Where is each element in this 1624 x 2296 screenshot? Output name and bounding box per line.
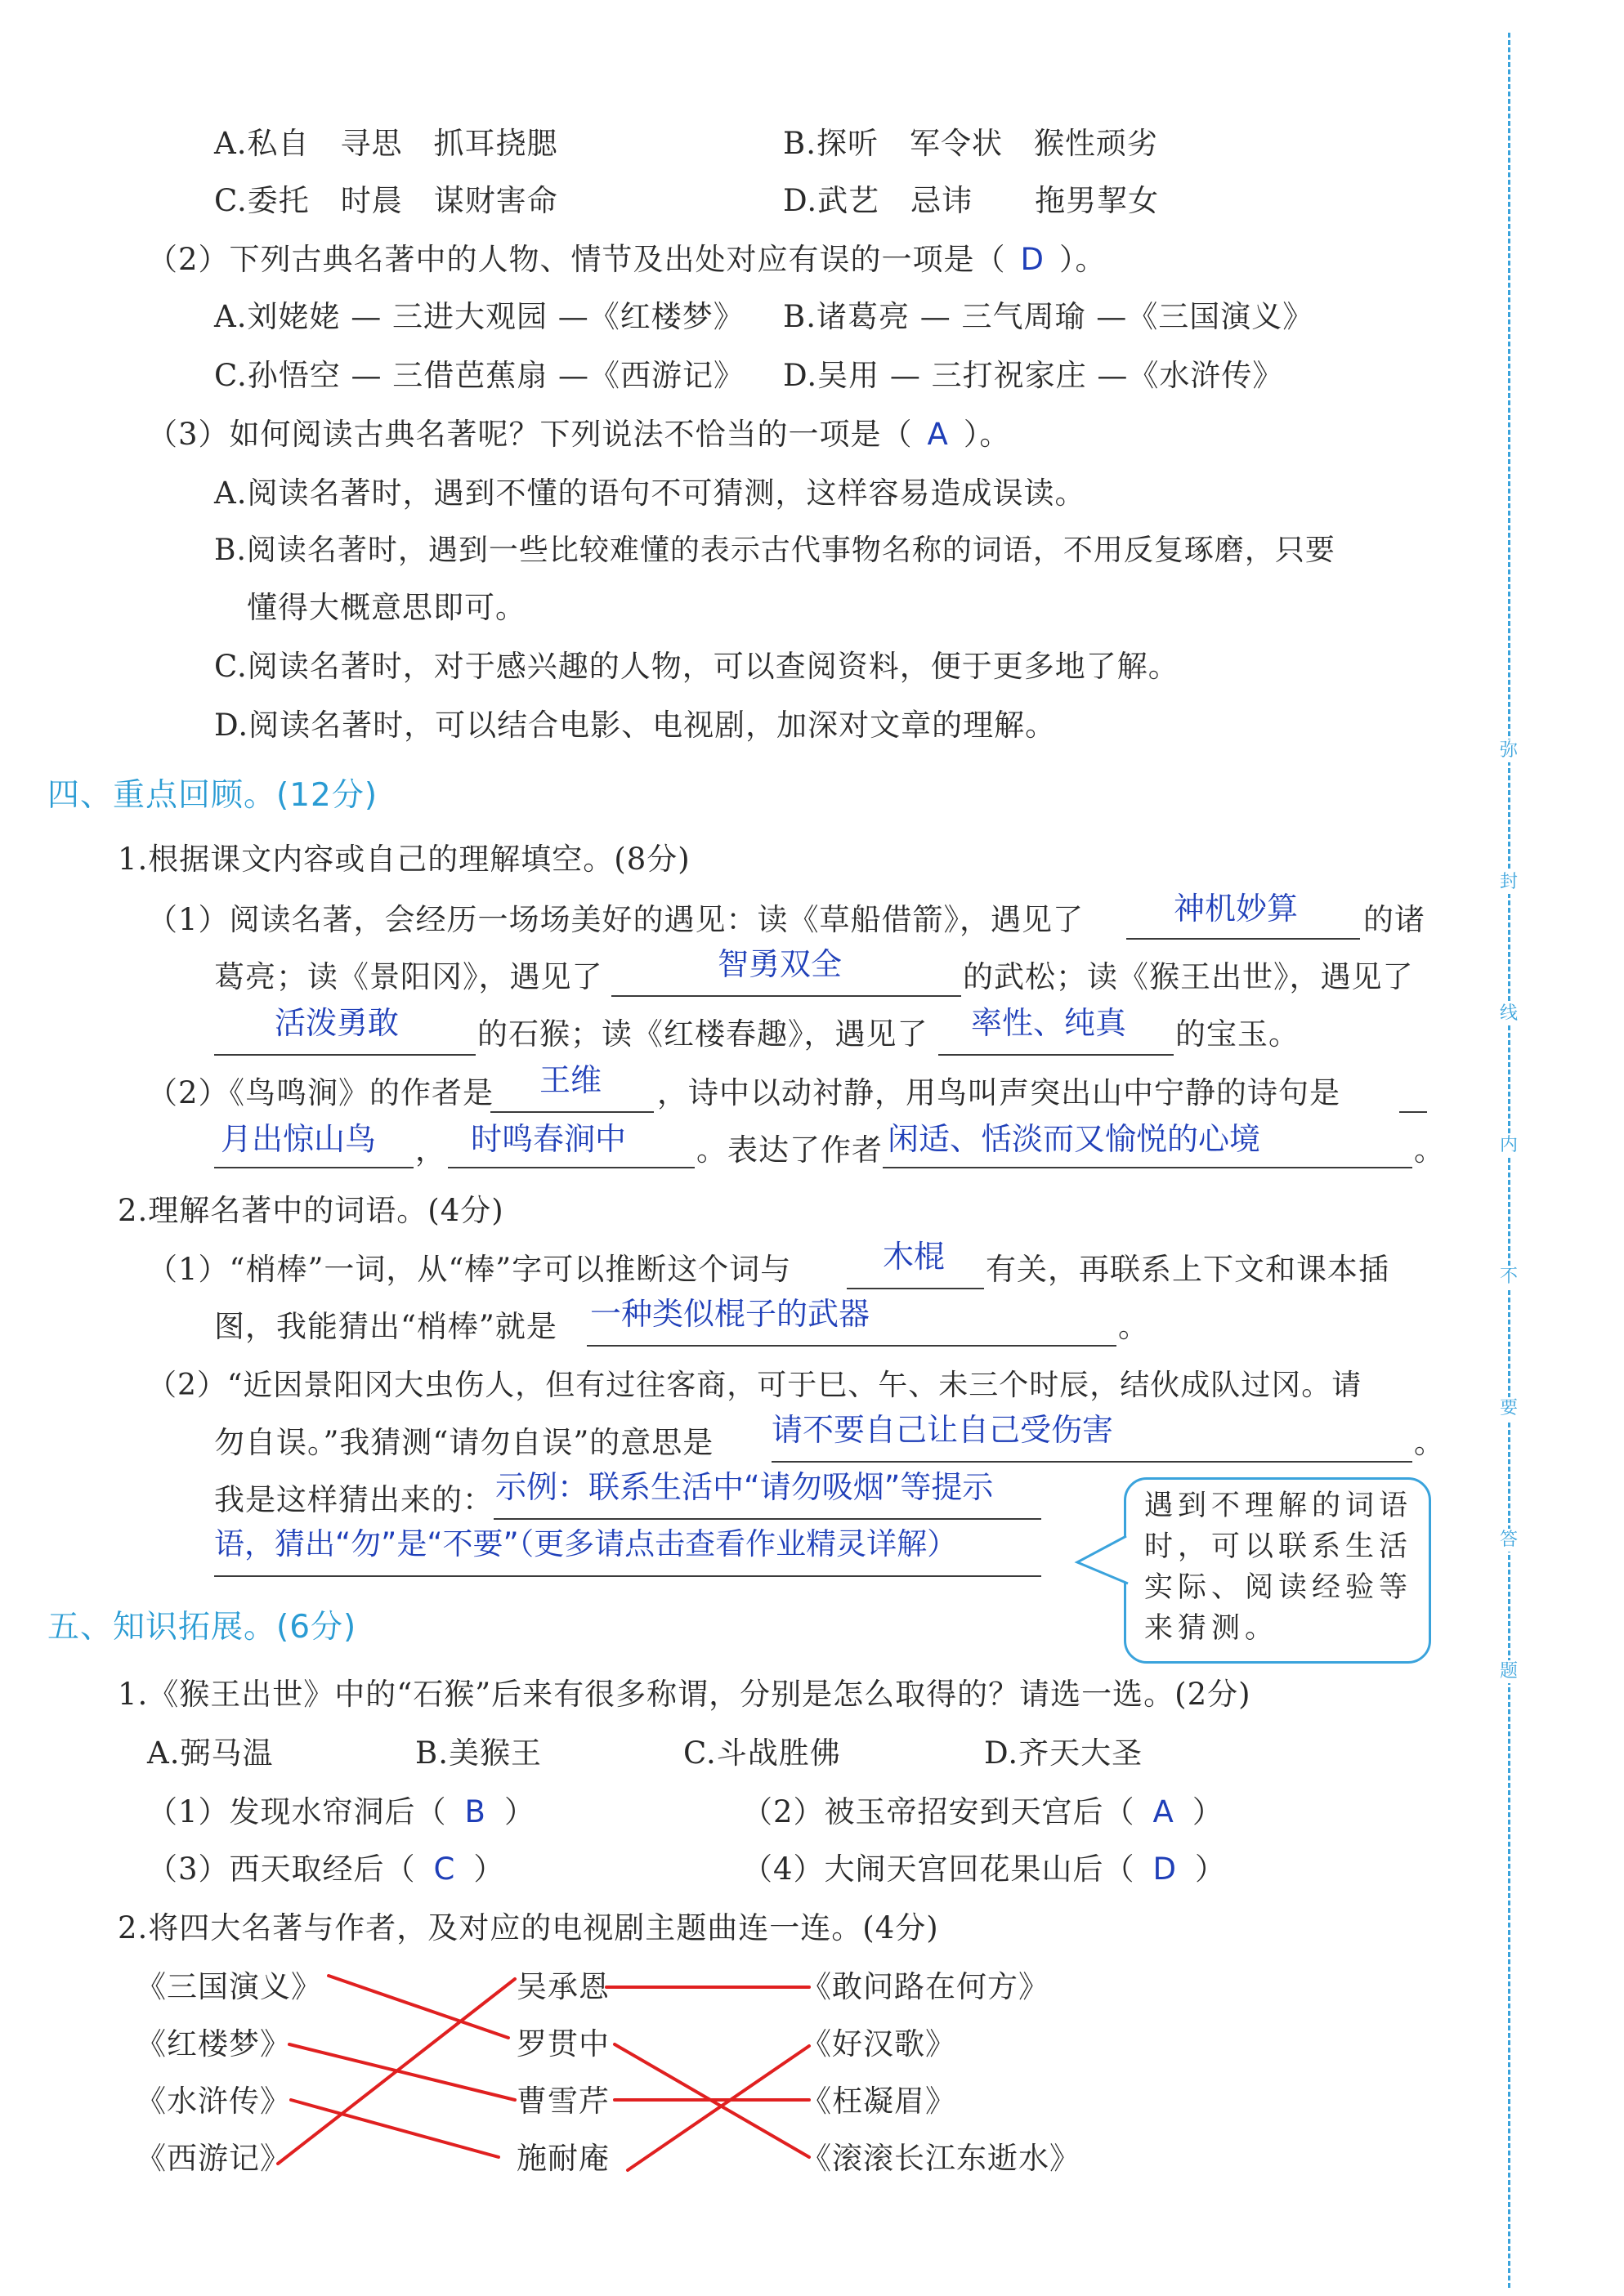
s5-item-2: （2）被玉帝招安到天宫后（ A ） xyxy=(742,1794,1224,1829)
q2-answer: D xyxy=(1020,242,1045,277)
s5-opt-a: A.弼马温 xyxy=(147,1735,274,1771)
match-line xyxy=(289,2044,515,2100)
s4-q1-2-line1: （2）《鸟鸣涧》的作者是 xyxy=(147,1075,494,1110)
answer-shenjimiaosuan: 神机妙算 xyxy=(1174,891,1299,927)
q3-option-d: D.阅读名著时，可以结合电影、电视剧，加深对文章的理解。 xyxy=(214,708,1057,743)
q3-answer: A xyxy=(927,417,949,452)
s4-q1-1-line1: （1）阅读名著，会经历一场场美好的遇见：读《草船借箭》，遇见了 xyxy=(147,902,1085,937)
sidebar-char: 内 xyxy=(1496,1134,1521,1157)
match-line xyxy=(278,1979,515,2164)
s5-opt-c: C.斗战胜佛 xyxy=(683,1735,841,1771)
s4-q2-1-line1: （1）“梢棒”一词，从“棒”字可以推断这个词与 xyxy=(147,1252,792,1287)
answer-example-line1: 示例：联系生活中“请勿吸烟”等提示 xyxy=(495,1469,994,1505)
tip-text: 遇到不理解的词语时，可以联系生活实际、阅读经验等来猜测。 xyxy=(1144,1490,1413,1645)
answer-huoposhuonggan: 活泼勇敢 xyxy=(275,1005,400,1041)
answer-wuqi: 一种类似棍子的武器 xyxy=(590,1296,870,1332)
s4-q1-1-line2-mid: 的武松；读《猴王出世》，遇见了 xyxy=(963,959,1414,994)
s5-item-1: （1）发现水帘洞后（ B ） xyxy=(147,1794,535,1829)
section-4-title: 四、重点回顾。(12分) xyxy=(47,777,378,814)
answer-mugun: 木棍 xyxy=(883,1239,946,1275)
s4-q1-1-line3-end: 的宝玉。 xyxy=(1175,1016,1300,1052)
s4-q2-1-line1-end: 有关，再联系上下文和课本插 xyxy=(986,1252,1389,1287)
song-item: 《好汉歌》 xyxy=(801,2026,956,2061)
sidebar-char: 要 xyxy=(1496,1397,1521,1420)
answer-xinjing: 闲适、恬淡而又愉悦的心境 xyxy=(888,1121,1261,1157)
q3-option-b-cont: 懂得大概意思即可。 xyxy=(247,590,526,625)
option-b: B.探听 军令状 猴性顽劣 xyxy=(783,126,1158,161)
answer-zhiyongshuangquan: 智勇双全 xyxy=(718,946,843,982)
option-c: C.委托 时晨 谋财害命 xyxy=(214,183,558,218)
answer-shuaixing: 率性、纯真 xyxy=(971,1005,1127,1041)
s4-q1-1-line3-mid: 的石猴；读《红楼春趣》，遇见了 xyxy=(477,1016,928,1052)
song-item: 《滚滚长江东逝水》 xyxy=(801,2141,1080,2176)
q2-option-c: C.孙悟空 — 三借芭蕉扇 —《西游记》 xyxy=(214,358,745,393)
s4-q2-2-line3: 我是这样猜出来的： xyxy=(214,1482,494,1517)
s4-q1-2-line2-mid: 。表达了作者 xyxy=(696,1132,883,1168)
s4-q1-title: 1.根据课文内容或自己的理解填空。(8分) xyxy=(118,842,691,877)
answer-qingwuziwu: 请不要自己让自己受伤害 xyxy=(772,1412,1114,1448)
q2-option-a: A.刘姥姥 — 三进大观园 —《红楼梦》 xyxy=(214,299,745,334)
q3-option-c: C.阅读名著时，对于感兴趣的人物，可以查阅资料，便于更多地了解。 xyxy=(214,649,1179,684)
song-item: 《敢问路在何方》 xyxy=(801,1969,1049,2004)
s5-opt-d: D.齐天大圣 xyxy=(984,1735,1143,1771)
period: 。 xyxy=(1414,1425,1445,1460)
q3-option-a: A.阅读名著时，遇到不懂的语句不可猜测，这样容易造成误读。 xyxy=(214,476,1086,511)
section-5-title: 五、知识拓展。(6分) xyxy=(47,1609,357,1646)
q2-option-b: B.诸葛亮 — 三气周瑜 —《三国演义》 xyxy=(783,299,1314,334)
period: 。 xyxy=(1414,1132,1445,1168)
q3-stem: （3）如何阅读古典名著呢？下列说法不恰当的一项是（ A ）。 xyxy=(147,417,1011,452)
sidebar-char: 线 xyxy=(1496,1003,1521,1025)
author-item: 施耐庵 xyxy=(517,2141,610,2176)
s4-q2-title: 2.理解名著中的词语。(4分) xyxy=(118,1193,504,1228)
s4-q2-2-line2: 勿自误。”我猜测“请勿自误”的意思是 xyxy=(214,1425,714,1460)
s5-opt-b: B.美猴王 xyxy=(415,1735,542,1771)
q3-option-b: B.阅读名著时，遇到一些比较难懂的表示古代事物名称的词语，不用反复琢磨，只要 xyxy=(214,534,1335,567)
s4-q1-1-line2: 葛亮；读《景阳冈》，遇见了 xyxy=(214,959,603,994)
sidebar-char: 弥 xyxy=(1496,739,1521,762)
sidebar-char: 封 xyxy=(1496,871,1521,894)
s4-q1-1-line1-end: 的诸 xyxy=(1363,902,1425,937)
s4-q2-1-line2: 图，我能猜出“梢棒”就是 xyxy=(214,1309,557,1344)
author-item: 曹雪芹 xyxy=(517,2084,610,2119)
answer-example-line2: 语，猜出“勿”是“不要”（更多请点击查看作业精灵详解） xyxy=(214,1526,958,1561)
s5-q2-title: 2.将四大名著与作者，及对应的电视剧主题曲连一连。(4分) xyxy=(118,1910,939,1945)
s4-q2-2-line1: （2）“近因景阳冈大虫伤人，但有过往客商，可于巳、午、未三个时辰，结伙成队过冈。请 xyxy=(147,1369,1362,1402)
q2-option-d: D.吴用 — 三打祝家庄 —《水浒传》 xyxy=(783,358,1284,393)
sidebar-char: 不 xyxy=(1496,1266,1521,1289)
q2-stem: （2）下列古典名著中的人物、情节及出处对应有误的一项是（ D ）。 xyxy=(147,242,1107,277)
book-item: 《红楼梦》 xyxy=(136,2026,291,2061)
book-item: 《水浒传》 xyxy=(136,2084,291,2119)
book-item: 《三国演义》 xyxy=(136,1969,322,2004)
option-a: A.私自 寻思 抓耳挠腮 xyxy=(214,126,558,161)
sidebar-char: 答 xyxy=(1496,1529,1521,1552)
book-item: 《西游记》 xyxy=(136,2141,291,2176)
answer-wangwei: 王维 xyxy=(539,1062,602,1098)
period: 。 xyxy=(1118,1309,1149,1344)
s5-item-4: （4）大闹天宫回花果山后（ D ） xyxy=(742,1852,1227,1887)
author-item: 吴承恩 xyxy=(517,1969,610,2004)
author-item: 罗贯中 xyxy=(517,2026,610,2061)
option-d: D.武艺 忌讳 拖男挈女 xyxy=(783,183,1160,218)
comma: ， xyxy=(415,1132,446,1168)
sidebar-char: 题 xyxy=(1496,1660,1521,1683)
s5-item-3: （3）西天取经后（ C ） xyxy=(147,1852,505,1887)
s5-q1-title: 1.《猴王出世》中的“石猴”后来有很多称谓，分别是怎么取得的？请选一选。(2分) xyxy=(118,1677,1251,1712)
s4-q1-2-line1-mid: ，诗中以动衬静，用鸟叫声突出山中宁静的诗句是 xyxy=(657,1075,1340,1110)
answer-yuechujingshanniao: 月出惊山鸟 xyxy=(221,1121,377,1157)
song-item: 《枉凝眉》 xyxy=(801,2084,956,2119)
answer-shimingchunjianzhong: 时鸣春涧中 xyxy=(471,1121,627,1157)
match-line xyxy=(628,2046,809,2170)
